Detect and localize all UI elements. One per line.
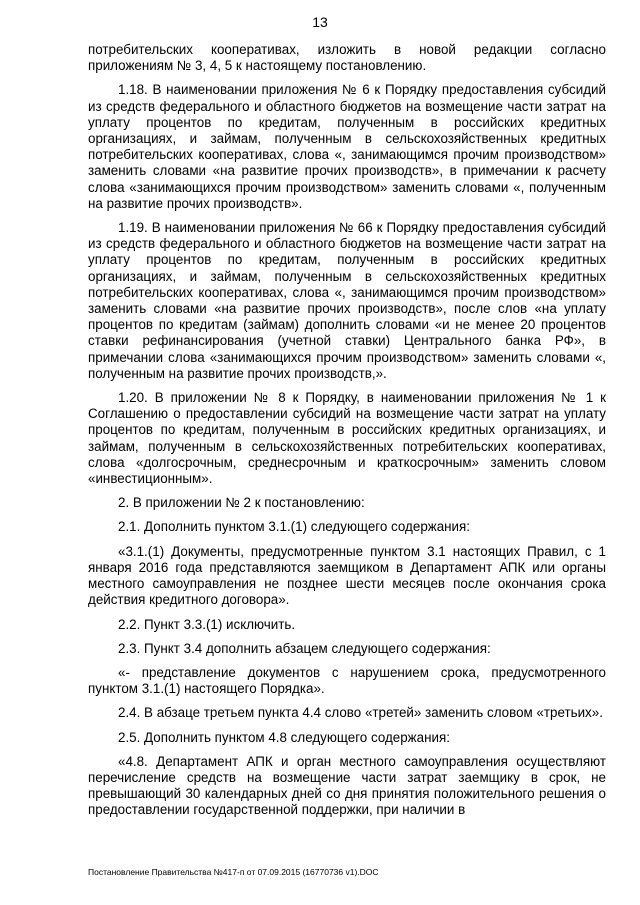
document-body xyxy=(88,42,606,827)
paragraph-continuation: потребительских кооперативах, изложить в новой редакции согласно приложениям № 3, 4, 5 к настоящему постановлению. xyxy=(88,42,606,74)
page-number: 13 xyxy=(312,14,328,30)
paragraph-2-4: 2.4. В абзаце третьем пункта 4.4 слово «третей» заменить словом «третьих». xyxy=(118,705,603,721)
document-footer: Постановление Правительства №417-п от 07.09.2015 (16770736 v1).DOC xyxy=(88,867,379,877)
paragraph-2-3: 2.3. Пункт 3.4 дополнить абзацем следующего содержания: xyxy=(118,640,491,656)
paragraph-2-3-quote: «- представление документов с нарушением срока, предусмотренного пунктом 3.1.(1) настоящего Порядка». xyxy=(88,664,606,697)
paragraph-1-19: 1.19. В наименовании приложения № 66 к Порядку предоставления субсидий из средств федерального и областного бюджетов на возмещение части затрат на уплату процентов по кредитам, полученным в российских кредитных организациях, и займам, полученным в сельскохозяйственных кредитных потребительских кооперативах, слова «, занимающимся прочим производством» заменить словами «на развитие прочих производств», после слов «на уплату процентов по кредитам (займам) дополнить словами «и не менее 20 процентов ставки рефинансирования (учетной ставки) Центрального банка РФ», в примечании слова «занимающихся прочим производством» заменить словами «, полученным на развитие прочих производств,». xyxy=(88,220,606,381)
paragraph-2-5: 2.5. Дополнить пунктом 4.8 следующего содержания: xyxy=(118,729,450,745)
paragraph-2: 2. В приложении № 2 к постановлению: xyxy=(118,495,365,511)
paragraph-2-2: 2.2. Пункт 3.3.(1) исключить. xyxy=(118,616,296,632)
paragraph-3-1-1-quote: «3.1.(1) Документы, предусмотренные пунктом 3.1 настоящих Правил, с 1 января 2016 года представляются заемщиком в Департамент АПК или органы местного самоуправления не позднее шести месяцев после окончания срока действия кредитного договора». xyxy=(88,543,606,608)
paragraph-2-1: 2.1. Дополнить пунктом 3.1.(1) следующего содержания: xyxy=(118,519,471,535)
paragraph-1-20: 1.20. В приложении № 8 к Порядку, в наименовании приложения № 1 к Соглашению о предоставлении субсидий на возмещение части затрат на уплату процентов по кредитам, полученным в российских кредитных организациях, и займам, полученным в сельскохозяйственных потребительских кооперативах, слова «долгосрочным, среднесрочным и краткосрочным» заменить словом «инвестиционным». xyxy=(88,390,606,487)
paragraph-1-18: 1.18. В наименовании приложения № 6 к Порядку предоставления субсидий из средств федерального и областного бюджетов на возмещение части затрат на уплату процентов по кредитам, полученным в российских кредитных организациях, и займам, полученным в сельскохозяйственных кредитных потребительских кооперативах, слова «, занимающимся прочим производством» заменить словами «на развитие прочих производств», в примечании к расчету слова «занимающихся прочим производством» заменить словами «, полученным на развитие прочих производств». xyxy=(88,82,606,211)
paragraph-4-8-quote: «4.8. Департамент АПК и орган местного самоуправления осуществляют перечисление средств на возмещение части затрат заемщику в срок, не превышающий 30 календарных дней со дня принятия положительного решения о предоставлении государственной поддержки, при наличии в xyxy=(88,753,606,818)
